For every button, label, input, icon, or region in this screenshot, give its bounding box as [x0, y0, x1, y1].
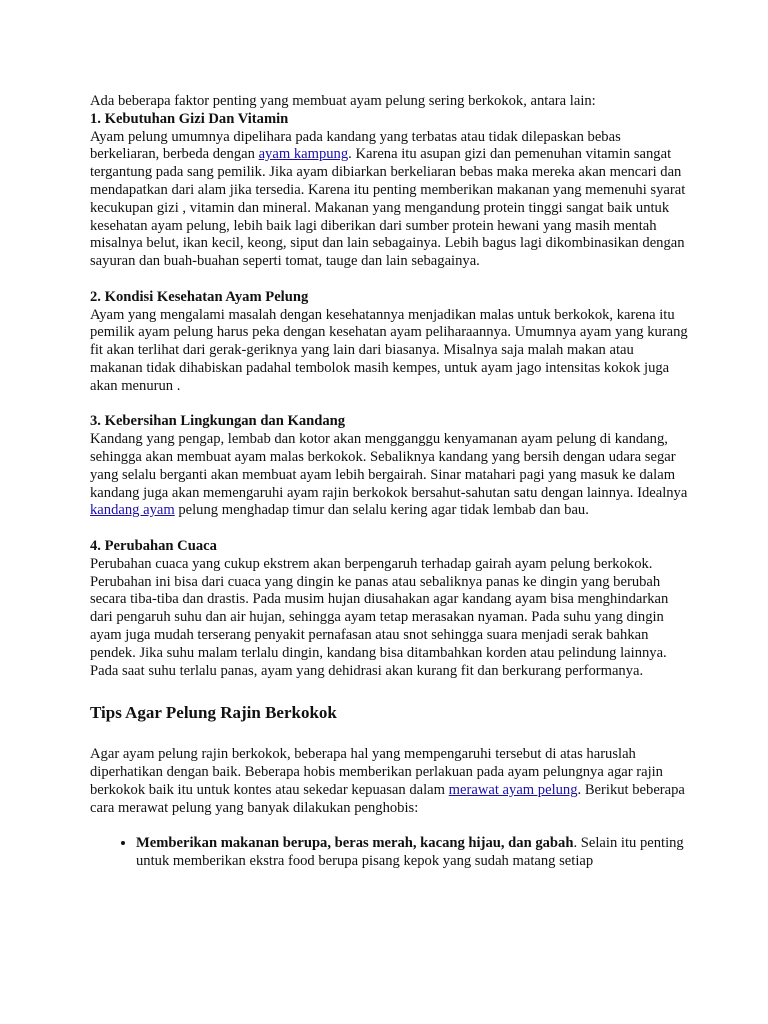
section-heading: 4. Perubahan Cuaca	[90, 537, 217, 554]
section-heading: 3. Kebersihan Lingkungan dan Kandang	[90, 413, 346, 430]
section-paragraph: Kandang yang pengap, lembab dan kotor akan mengganggu kenyamanan ayam pelung di kandang, sehingga akan membuat ayam malas berkokok. Sebaliknya kandang yang bersih dengan udara segar yang selalu berganti akan membuat ayam lebih bergairah. Sinar matahari pagi yang masuk ke dalam kandang juga akan memengaruhi ayam rajin berkokok bersahut-sahutan satu dengan lainnya. Idealnya kandang ayam pelung menghadap timur dan selalu kering agar tidak lembab dan bau.	[90, 431, 688, 519]
link-merawat-ayam-pelung[interactable]: merawat ayam pelung	[448, 781, 578, 798]
link-ayam-kampung[interactable]: ayam kampung	[258, 146, 349, 163]
section-paragraph: Perubahan cuaca yang cukup ekstrem akan berpengaruh terhadap gairah ayam pelung berkokok. Perubahan ini bisa dari cuaca yang dingin ke panas atau sebaliknya panas ke dingin yang berubah secara tiba-tiba dan drastis. Pada musim hujan diusahakan agar kandang ayam bisa menghindarkan dari pengaruh suhu dan air hujan, sehingga ayam tetap merasakan nyaman. Pada suhu yang dingin ayam juga mudah terserang penyakit pernafasan atau snot sehingga suara menjadi serak bahkan pendek. Jika suhu malam terlalu dingin, kandang bisa ditambahkan korden atau pelindung lainnya. Pada saat suhu terlalu panas, ayam yang dehidrasi akan kurang fit dan berkurang performanya.	[90, 555, 669, 679]
intro-paragraph: Ada beberapa faktor penting yang membuat ayam pelung sering berkokok, antara lain:	[90, 93, 596, 109]
article-body	[90, 93, 690, 871]
section-heading: 2. Kondisi Kesehatan Ayam Pelung	[90, 288, 309, 305]
tips-list	[90, 835, 690, 871]
section-heading: 1. Kebutuhan Gizi Dan Vitamin	[90, 110, 289, 127]
section-paragraph: Ayam pelung umumnya dipelihara pada kandang yang terbatas atau tidak dilepaskan bebas berkeliaran, berbeda dengan ayam kampung. Karena itu asupan gizi dan pemenuhan vitamin sangat tergantung pada sang pemilik. Jika ayam dibiarkan berkeliaran bebas maka mereka akan mencari dan mendapatkan dari alam jika tersedia. Karena itu penting memberikan makanan yang memenuhi syarat kecukupan gizi , vitamin dan mineral. Makanan yang mengandung protein tinggi sangat baik untuk kesehatan ayam pelung, lebih baik lagi diberikan dari sumber protein hewani yang masih mentah misalnya belut, ikan kecil, keong, siput dan lain sebagainya. Lebih bagus lagi dikombinasikan dengan sayuran dan buah-buahan seperti tomat, tauge dan lain sebagainya.	[90, 128, 686, 270]
list-item: • Memberikan makanan berupa, beras merah, kacang hijau, dan gabah. Selain itu penting untuk memberikan ekstra food berupa pisang kepok yang sudah matang setiap	[136, 835, 690, 871]
section-paragraph: Ayam yang mengalami masalah dengan kesehatannya menjadikan malas untuk berkokok, karena itu pemilik ayam pelung harus peka dengan kesehatan ayam peliharaannya. Umumnya ayam yang kurang fit akan terlihat dari gerak-geriknya yang lain dari biasanya. Misalnya saja malah makan atau makanan tidak dihabiskan padahal tembolok masih kempes, untuk ayam jago intensitas kokok juga akan menurun .	[90, 306, 688, 394]
tips-paragraph: Agar ayam pelung rajin berkokok, beberapa hal yang mempengaruhi tersebut di atas haruslah diperhatikan dengan baik. Beberapa hobis memberikan perlakuan pada ayam pelungnya agar rajin berkokok baik itu untuk kontes atau sekedar kepuasan dalam merawat ayam pelung. Berikut beberapa cara merawat pelung yang banyak dilakukan penghobis:	[90, 746, 685, 816]
link-kandang-ayam[interactable]: kandang ayam	[90, 502, 175, 519]
tips-title: Tips Agar Pelung Rajin Berkokok	[90, 703, 337, 723]
